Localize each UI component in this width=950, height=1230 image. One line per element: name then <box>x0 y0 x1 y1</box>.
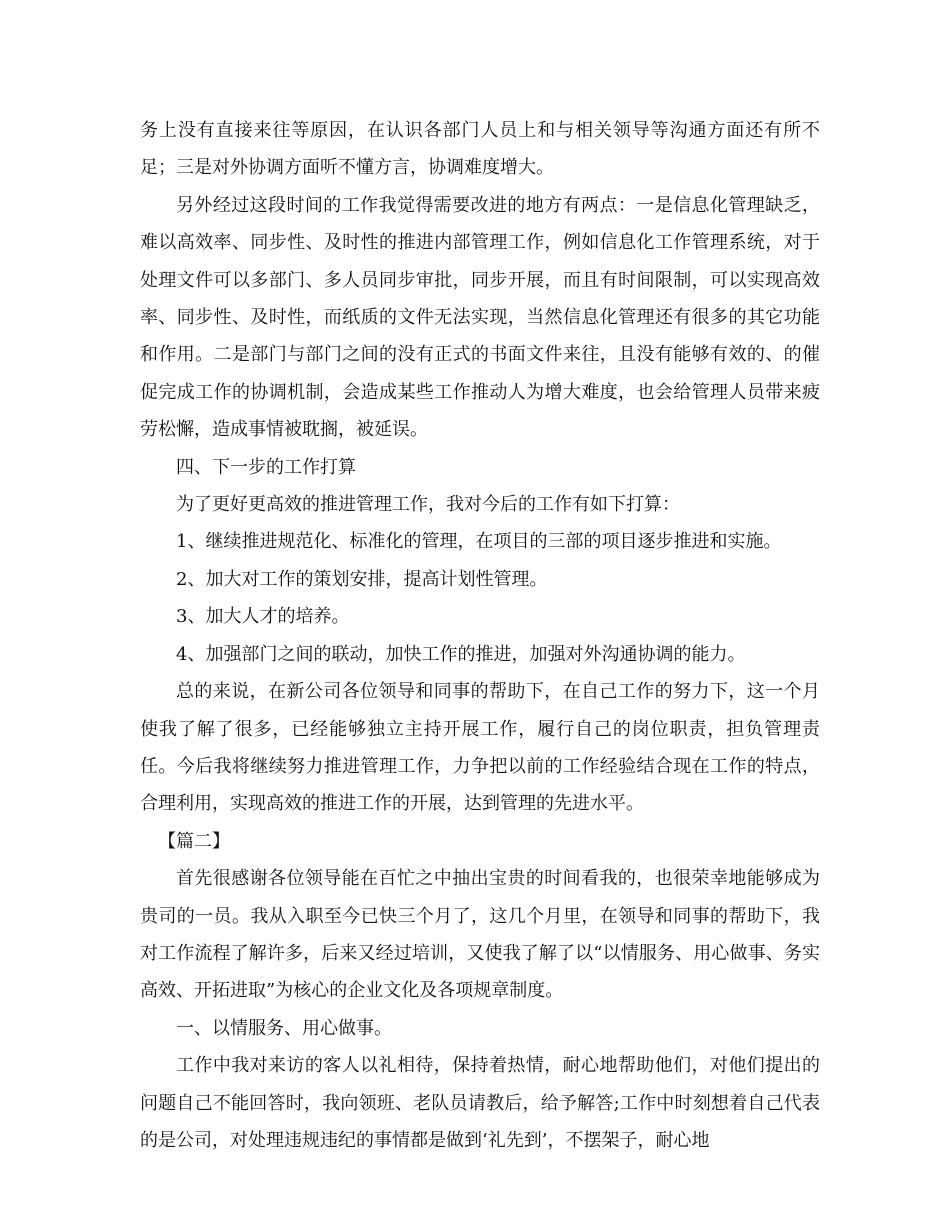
paragraph-summary: 总的来说，在新公司各位领导和同事的帮助下，在自己工作的努力下，这一个月使我了解了很多，已经能够独立主持开展工作，履行自己的岗位职责，担负管理责任。今后我将继续努力推进管理工作，力争把以前的工作经验结合现在工作的特点，合理利用，实现高效的推进工作的开展，达到管理的先进水平。 <box>140 681 820 815</box>
list-item-plan-1: 1、继续推进规范化、标准化的管理，在项目的三部的项目逐步推进和实施。 <box>176 531 782 553</box>
list-item-plan-3: 3、加大人才的培养。 <box>176 606 350 628</box>
paragraph-part-two-intro: 首先很感谢各位领导能在百忙之中抽出宝贵的时间看我的，也很荣幸地能够成为贵司的一员。我从入职至今已快三个月了，这几个月里，在领导和同事的帮助下，我对工作流程了解许多，后来又经过培训，又使我了解了以“以情服务、用心做事、务实高效、开拓进取”为核心的企业文化及各项规章制度。 <box>140 868 820 1002</box>
section-label-part-two: 【篇二】 <box>158 830 230 852</box>
paragraph-improvements: 另外经过这段时间的工作我觉得需要改进的地方有两点：一是信息化管理缺乏，难以高效率、同步性、及时性的推进内部管理工作，例如信息化工作管理系统，对于处理文件可以多部门、多人员同步审批，同步开展，而且有时间限制，可以实现高效率、同步性、及时性，而纸质的文件无法实现，当然信息化管理还有很多的其它功能和作用。二是部门与部门之间的没有正式的书面文件来往，且没有能够有效的、的催促完成工作的协调机制，会造成某些工作推动人为增大难度，也会给管理人员带来疲劳松懈，造成事情被耽搁，被延误。 <box>140 194 820 441</box>
section-heading-next-steps: 四、下一步的工作打算 <box>176 456 356 478</box>
section-heading-service: 一、以情服务、用心做事。 <box>176 1017 392 1039</box>
document-page <box>140 112 820 1159</box>
paragraph-plan-intro: 为了更好更高效的推进管理工作，我对今后的工作有如下打算： <box>176 494 680 516</box>
list-item-plan-4: 4、加强部门之间的联动，加快工作的推进，加强对外沟通协调的能力。 <box>176 643 746 665</box>
paragraph-service-detail: 工作中我对来访的客人以礼相待，保持着热情，耐心地帮助他们，对他们提出的问题自己不能回答时，我向领班、老队员请教后，给予解答;工作中时刻想着自己代表的是公司，对处理违规违纪的事情都是做到‘礼先到’，不摆架子，耐心地 <box>140 1055 820 1151</box>
list-item-plan-2: 2、加大对工作的策划安排，提高计划性管理。 <box>176 568 548 590</box>
paragraph-continuation: 务上没有直接来往等原因，在认识各部门人员上和与相关领导等沟通方面还有所不足；三是对外协调方面听不懂方言，协调难度增大。 <box>140 120 820 179</box>
